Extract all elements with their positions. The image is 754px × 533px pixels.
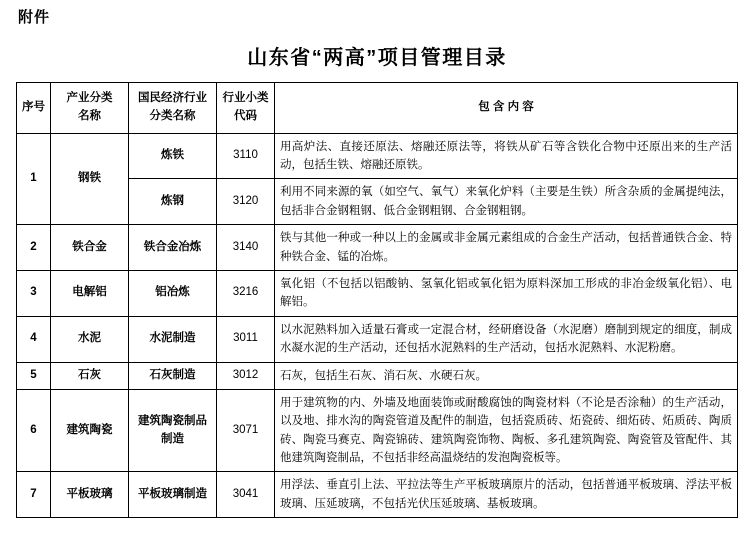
cell-industry-category: 铁合金 xyxy=(51,225,129,271)
cell-national-category: 水泥制造 xyxy=(129,316,217,362)
cell-industry-category: 平板玻璃 xyxy=(51,472,129,518)
catalog-table-body xyxy=(17,133,738,518)
cell-industry-category: 电解铝 xyxy=(51,270,129,316)
header-content: 包 含 内 容 xyxy=(275,83,738,134)
header-code xyxy=(217,83,275,134)
cell-seq: 2 xyxy=(17,225,51,271)
table-row xyxy=(17,133,738,179)
cell-national-category: 建筑陶瓷制品制造 xyxy=(129,389,217,472)
header-industry-category-line1: 产业分类 xyxy=(66,92,113,104)
table-row xyxy=(17,362,738,389)
cell-national-category: 铁合金冶炼 xyxy=(129,225,217,271)
header-national-category-line1: 国民经济行业 xyxy=(138,92,207,104)
header-seq: 序号 xyxy=(17,83,51,134)
cell-content: 氧化铝（不包括以铝酸钠、氢氧化铝或氧化铝为原料深加工形成的非冶金级氧化铝）、电解铝。 xyxy=(275,270,738,316)
cell-seq: 5 xyxy=(17,362,51,389)
cell-code: 3120 xyxy=(217,179,275,225)
header-national-category xyxy=(129,83,217,134)
cell-code: 3140 xyxy=(217,225,275,271)
cell-seq: 7 xyxy=(17,472,51,518)
table-row xyxy=(17,472,738,518)
cell-national-category: 铝冶炼 xyxy=(129,270,217,316)
cell-industry-category: 水泥 xyxy=(51,316,129,362)
cell-code: 3110 xyxy=(217,133,275,179)
header-industry-category xyxy=(51,83,129,134)
cell-code: 3071 xyxy=(217,389,275,472)
cell-seq: 1 xyxy=(17,133,51,225)
cell-national-category: 炼钢 xyxy=(129,179,217,225)
cell-seq: 4 xyxy=(17,316,51,362)
header-national-category-line2: 分类名称 xyxy=(149,109,196,122)
cell-industry-category: 石灰 xyxy=(51,362,129,389)
cell-content: 石灰，包括生石灰、消石灰、水硬石灰。 xyxy=(275,362,738,389)
cell-content: 以水泥熟料加入适量石膏或一定混合材，经研磨设备（水泥磨）磨制到规定的细度，制成水凝水泥的生产活动，还包括水泥熟料的生产活动，包括水泥熟料、水泥粉磨。 xyxy=(275,316,738,362)
cell-content: 利用不同来源的氧（如空气、氧气）来氧化炉料（主要是生铁）所含杂质的金属提纯法，包括非合金钢粗钢、低合金钢粗钢、合金钢粗钢。 xyxy=(275,179,738,225)
cell-industry-category: 建筑陶瓷 xyxy=(51,389,129,472)
cell-code: 3011 xyxy=(217,316,275,362)
cell-national-category: 平板玻璃制造 xyxy=(129,472,217,518)
header-code-line1: 行业小类 xyxy=(222,92,269,104)
table-row xyxy=(17,316,738,362)
cell-content: 用高炉法、直接还原法、熔融还原法等，将铁从矿石等含铁化合物中还原出来的生产活动，包括生铁、熔融还原铁。 xyxy=(275,133,738,179)
cell-code: 3041 xyxy=(217,472,275,518)
cell-seq: 6 xyxy=(17,389,51,472)
header-code-line2: 代码 xyxy=(234,109,257,122)
cell-content: 用于建筑物的内、外墙及地面装饰或耐酸腐蚀的陶瓷材料（不论是否涂釉）的生产活动，以及地、排水沟的陶瓷管道及配件的制造，包括瓷质砖、炻瓷砖、细炻砖、炻质砖、陶质砖、陶瓷马赛克、陶瓷锦砖、建筑陶瓷饰物、陶板、多孔建筑陶瓷、陶瓷管及管配件、其他建筑陶瓷制品，不包括非经高温烧结的发泡陶瓷板等。 xyxy=(275,389,738,472)
table-row xyxy=(17,270,738,316)
table-header-row xyxy=(17,83,738,134)
cell-national-category: 炼铁 xyxy=(129,133,217,179)
cell-industry-category: 钢铁 xyxy=(51,133,129,225)
cell-content: 用浮法、垂直引上法、平拉法等生产平板玻璃原片的活动，包括普通平板玻璃、浮法平板玻璃、压延玻璃，不包括光伏压延玻璃、基板玻璃。 xyxy=(275,472,738,518)
cell-content: 铁与其他一种或一种以上的金属或非金属元素组成的合金生产活动，包括普通铁合金、特种铁合金、锰的冶炼。 xyxy=(275,225,738,271)
table-row xyxy=(17,389,738,472)
cell-national-category: 石灰制造 xyxy=(129,362,217,389)
cell-code: 3216 xyxy=(217,270,275,316)
catalog-table xyxy=(16,82,738,518)
table-row xyxy=(17,225,738,271)
attachment-label: 附件 xyxy=(18,9,51,26)
cell-code: 3012 xyxy=(217,362,275,389)
header-industry-category-line2: 名称 xyxy=(78,109,101,122)
cell-seq: 3 xyxy=(17,270,51,316)
page-title: 山东省“两高”项目管理目录 xyxy=(247,47,507,69)
document-page xyxy=(0,6,754,533)
